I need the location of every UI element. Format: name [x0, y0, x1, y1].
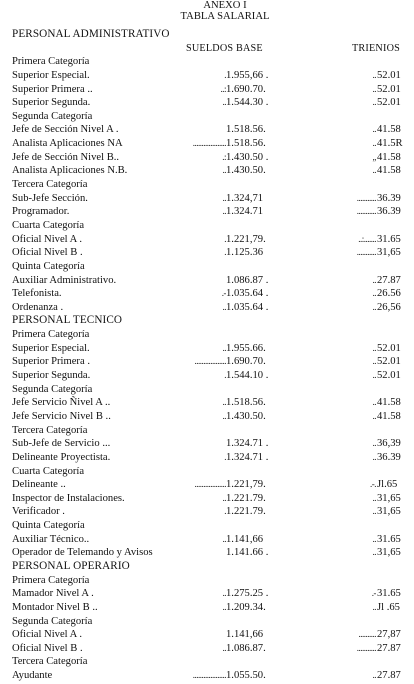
table-row [0, 396, 414, 410]
leader-dots: .. [372, 506, 376, 517]
trienio-value: 31,65 [377, 492, 401, 504]
job-title: Superior Primera . [12, 356, 90, 368]
leader-dots: . [224, 506, 226, 517]
category-heading [0, 615, 414, 629]
leader-dots: .. [372, 397, 376, 408]
trienio-value: 27.87 [377, 274, 401, 286]
leader-dots: .- [371, 588, 376, 599]
job-title: Jefe de Sección Nivel B.. [12, 151, 120, 163]
job-title: Superior Especial. [12, 342, 90, 354]
job-title: Sub-Jefe de Servicio ... [12, 438, 111, 450]
base-salary-value: 1.035.64 . [226, 301, 269, 313]
leader-dots: .: [222, 151, 226, 162]
category-heading [0, 219, 414, 233]
trienio-value: 41.58 [377, 124, 401, 136]
job-title: Inspector de Instalaciones. [12, 492, 125, 504]
base-salary-value: 1.209.34. [226, 601, 266, 613]
job-title: Delineante Proyectista. [12, 451, 111, 463]
trienio-value: Jl .65 [377, 601, 400, 613]
base-salary-value: 1.221.79. [226, 492, 266, 504]
job-title: Oficial Nivel A . [12, 629, 83, 641]
leader-dots: .. [372, 356, 376, 367]
base-salary-value: 1.125.36 [226, 247, 264, 259]
leader-dots: .. [222, 397, 226, 408]
trienio-value: 36.39 [377, 192, 401, 204]
job-title: Auxiliar Técnico.. [12, 533, 90, 545]
category-heading [0, 260, 414, 274]
leader-dots: .. [222, 601, 226, 612]
table-row [0, 301, 414, 315]
table-row [0, 246, 414, 260]
trienio-value: 52.01 [377, 83, 401, 95]
job-title: Montador Nivel B .. [12, 601, 98, 613]
job-title: Sub-Jefe Sección. [12, 192, 88, 204]
leader-dots: .................. [194, 479, 226, 490]
table-row [0, 192, 414, 206]
job-title: Superior Segunda. [12, 97, 91, 109]
table-row [0, 123, 414, 137]
leader-dots: .. [372, 492, 376, 503]
table-row [0, 342, 414, 356]
base-salary-value: 1.955,66 . [226, 69, 269, 81]
trienio-value: 31,65 [377, 247, 401, 259]
leader-dots: .......... [358, 629, 376, 640]
leader-dots: . [224, 370, 226, 381]
base-salary-value: 1.544.30 . [226, 97, 269, 109]
base-salary-value: 1.141.66 . [226, 547, 269, 559]
leader-dots: . [224, 233, 226, 244]
leader-dots: .. [222, 342, 226, 353]
job-title: Delineante .. [12, 479, 66, 491]
base-salary-value: 1.086.87. [226, 642, 266, 654]
table-row [0, 546, 414, 560]
table-row [0, 151, 414, 165]
table-row [0, 437, 414, 451]
leader-dots: . [224, 247, 226, 258]
job-title: Oficial Nivel A . [12, 233, 83, 245]
base-salary-value: 1.221,79. [226, 479, 266, 491]
trienio-value: 31.65 [377, 233, 401, 245]
category-heading [0, 55, 414, 69]
base-salary-value: 1.275.25 . [226, 588, 269, 600]
category-heading [0, 424, 414, 438]
trienio-value: 52.01 [377, 356, 401, 368]
table-row [0, 96, 414, 110]
job-title: Operador de Telemando y Avisos [12, 547, 153, 559]
leader-dots: .. [372, 451, 376, 462]
base-salary-value: 1.221,79. [226, 233, 266, 245]
leader-dots: .. [372, 83, 376, 94]
category-label: Quinta Categoría [12, 520, 85, 532]
leader-dots: .. [372, 301, 376, 312]
category-heading [0, 655, 414, 669]
leader-dots: ........... [356, 192, 376, 203]
base-salary-value: 1.141,66 [226, 629, 264, 641]
salary-rows [0, 28, 414, 683]
category-heading [0, 328, 414, 342]
salary-column-header: SUELDOS BASE [186, 43, 263, 54]
trienio-value: 41.58 [377, 151, 401, 163]
leader-dots: .. [222, 165, 226, 176]
table-row [0, 369, 414, 383]
leader-dots: .. [222, 206, 226, 217]
base-salary-value: 1.430.50. [226, 165, 266, 177]
leader-dots: .. [372, 138, 376, 149]
category-heading [0, 574, 414, 588]
table-row [0, 287, 414, 301]
leader-dots: .. [372, 438, 376, 449]
category-heading [0, 383, 414, 397]
table-row [0, 164, 414, 178]
trienio-value: 26,56 [377, 301, 401, 313]
leader-dots: .- [221, 288, 226, 299]
leader-dots: .. [222, 642, 226, 653]
table-row [0, 628, 414, 642]
category-heading [0, 178, 414, 192]
trienio-value: 31,65 [377, 547, 401, 559]
job-title: Jefe Servicio Nivel B .. [12, 410, 111, 422]
job-title: Jefe Servicio Ñivel A .. [12, 397, 111, 409]
leader-dots: .. [372, 547, 376, 558]
job-title: Programador. [12, 206, 70, 218]
leader-dots: .. [222, 492, 226, 503]
table-row [0, 587, 414, 601]
base-salary-value: 1.141,66 [226, 533, 264, 545]
leader-dots: .. [222, 97, 226, 108]
trienio-value: 31.65 [377, 533, 401, 545]
table-row [0, 410, 414, 424]
table-row [0, 233, 414, 247]
leader-dots: ................... [192, 138, 226, 149]
base-salary-value: 1.221.79. [226, 506, 266, 518]
trienio-value: 52.01 [377, 342, 401, 354]
row-spacer [0, 42, 414, 56]
base-salary-value: 1.955.66. [226, 342, 266, 354]
base-salary-value: 1.035.64 . [226, 288, 269, 300]
category-label: Tercera Categoría [12, 179, 88, 191]
table-title: TABLA SALARIAL [180, 11, 270, 22]
staff-section-heading [0, 28, 414, 42]
base-salary-value: 1.544.10 . [226, 370, 269, 382]
leader-dots: . [224, 69, 226, 80]
category-heading [0, 110, 414, 124]
leader-dots: .. [222, 588, 226, 599]
category-label: Segunda Categoría [12, 383, 93, 395]
job-title: Ayudante [12, 670, 53, 682]
category-label: Primera Categoría [12, 574, 90, 586]
job-title: Analista Aplicaciones N.B. [12, 165, 128, 177]
staff-section-heading [0, 560, 414, 574]
table-row [0, 205, 414, 219]
table-row [0, 533, 414, 547]
leader-dots: .. [372, 165, 376, 176]
job-title: Analista Aplicaciones NA [12, 138, 123, 150]
leader-dots: .. [372, 274, 376, 285]
leader-dots: ........... [356, 206, 376, 217]
leader-dots: .. [372, 410, 376, 421]
leader-dots: ................... [192, 670, 226, 681]
job-title: Superior Primera .. [12, 83, 93, 95]
category-label: Primera Categoría [12, 56, 90, 68]
category-label: Tercera Categoría [12, 656, 88, 668]
leader-dots: .. [372, 97, 376, 108]
category-label: Quinta Categoría [12, 260, 85, 272]
leader-dots: .. [372, 69, 376, 80]
table-row [0, 478, 414, 492]
leader-dots: .. [222, 192, 226, 203]
leader-dots: .................. [194, 356, 226, 367]
job-title: Ordenanza . [12, 301, 64, 313]
leader-dots: .. [372, 670, 376, 681]
leader-dots: ........... [356, 642, 376, 653]
trienio-value: 27,87 [377, 629, 401, 641]
leader-dots: .. [222, 533, 226, 544]
trienio-value: 41.58 [377, 410, 401, 422]
trienio-value: 52.01 [377, 69, 401, 81]
base-salary-value: 1.518.56. [226, 138, 266, 150]
trienio-value: 52.01 [377, 370, 401, 382]
base-salary-value: 1.518.56. [226, 397, 266, 409]
table-row [0, 669, 414, 683]
base-salary-value: 1.055.50. [226, 670, 266, 682]
section-label: PERSONAL TECNICO [12, 314, 123, 327]
category-label: Tercera Categoría [12, 424, 88, 436]
table-row [0, 601, 414, 615]
job-title: Oficial Nivel B . [12, 247, 83, 259]
leader-dots: .. [372, 342, 376, 353]
trienio-value: 52.01 [377, 97, 401, 109]
table-row [0, 451, 414, 465]
trienio-value: 31,65 [377, 506, 401, 518]
leader-dots: .. [222, 410, 226, 421]
trienio-value: 27.87 [377, 642, 401, 654]
job-title: Superior Especial. [12, 69, 90, 81]
category-label: Cuarta Categoría [12, 219, 85, 231]
base-salary-value: 1.086.87 . [226, 274, 269, 286]
base-salary-value: 1.324.71 . [226, 438, 269, 450]
job-title: Superior Segunda. [12, 370, 91, 382]
base-salary-value: 1.430.50. [226, 410, 266, 422]
job-title: Telefonista. [12, 288, 62, 300]
job-title: Auxiliar Administrativo. [12, 274, 117, 286]
leader-dots: ,, [372, 151, 376, 162]
staff-section-heading [0, 314, 414, 328]
table-row [0, 492, 414, 506]
trienio-value: 36,39 [377, 438, 401, 450]
trienio-value: 41.5R [377, 138, 403, 150]
trienio-value: 31.65 [377, 588, 401, 600]
category-label: Segunda Categoría [12, 615, 93, 627]
job-title: Mamador Nivel A . [12, 588, 94, 600]
leader-dots: .-. [370, 479, 376, 490]
table-row [0, 83, 414, 97]
section-label: PERSONAL ADMINISTRATIVO [12, 28, 170, 40]
table-row [0, 137, 414, 151]
trienio-value: 36.39 [377, 206, 401, 218]
leader-dots: . [224, 451, 226, 462]
job-title: Oficial Nivel B . [12, 642, 83, 654]
table-row [0, 355, 414, 369]
category-label: Segunda Categoría [12, 110, 93, 122]
trienio-value: 27.87 [377, 670, 401, 682]
base-salary-value: 1.690.70. [226, 83, 266, 95]
category-heading [0, 465, 414, 479]
leader-dots: .. [222, 301, 226, 312]
base-salary-value: 1.324.71 . [226, 451, 269, 463]
leader-dots: ........... [356, 247, 376, 258]
table-row [0, 69, 414, 83]
leader-dots: ..: [220, 83, 226, 94]
trienio-value: 41.58 [377, 165, 401, 177]
base-salary-value: 1.690.70. [226, 356, 266, 368]
category-heading [0, 519, 414, 533]
base-salary-value: 1.518.56. [226, 124, 266, 136]
section-label: PERSONAL OPERARIO [12, 559, 130, 572]
category-label: Primera Categoría [12, 329, 90, 341]
table-row [0, 642, 414, 656]
annex-heading: ANEXO I [203, 0, 247, 11]
trienio-value: 36.39 [377, 451, 401, 463]
leader-dots: .. [372, 601, 376, 612]
trienio-value: 41.58 [377, 397, 401, 409]
table-row [0, 274, 414, 288]
leader-dots: .. [372, 288, 376, 299]
base-salary-value: 1.324,71 [226, 192, 264, 204]
trienios-column-header: TRIENIOS [352, 43, 401, 54]
job-title: Jefe de Sección Nivel A . [12, 124, 119, 136]
trienio-value: Jl.65 [377, 479, 398, 491]
leader-dots: .. [372, 533, 376, 544]
trienio-value: 26.56 [377, 288, 401, 300]
leader-dots: .. [372, 370, 376, 381]
job-title: Verificador . [12, 506, 65, 518]
base-salary-value: 1.430.50 . [226, 151, 269, 163]
base-salary-value: 1.324.71 [226, 206, 264, 218]
table-row [0, 505, 414, 519]
leader-dots: ..:....... [358, 233, 376, 244]
category-label: Cuarta Categoría [12, 465, 85, 477]
leader-dots: .. [372, 124, 376, 135]
